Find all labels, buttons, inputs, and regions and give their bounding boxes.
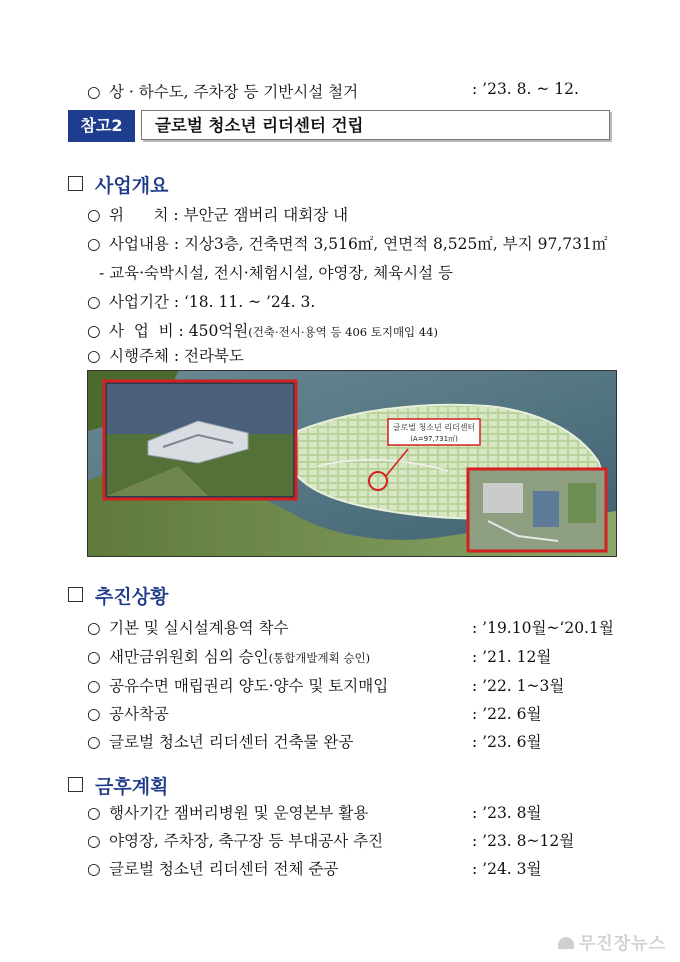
progress-item-date: : ’23. 6월 (472, 733, 542, 751)
watermark-text: 무진장뉴스 (578, 934, 666, 954)
overview-item-content (87, 232, 607, 254)
checkbox-square-icon (68, 587, 83, 602)
item-note: (통합개발계획 승인) (268, 651, 371, 665)
bullet: ○ (87, 235, 101, 253)
progress-item (87, 730, 353, 752)
overview-item-budget (87, 319, 438, 341)
top-item-text: 상 · 하수도, 주차장 등 기반시설 철거 (109, 83, 359, 101)
item-text: 공사착공 (109, 705, 169, 723)
site-map-graphic (88, 371, 616, 556)
bullet: ○ (87, 619, 101, 637)
item-text: 야영장, 주차장, 축구장 등 부대공사 추진 (109, 832, 384, 850)
reference-title: 글로벌 청소년 리더센터 건립 (141, 110, 610, 140)
progress-item-date: : ’22. 1~3월 (472, 677, 565, 695)
bullet: ○ (87, 832, 101, 850)
overview-heading-text: 사업개요 (95, 175, 169, 197)
item-value: 지상3층, 건축면적 3,516㎡, 연면적 8,525㎡, 부지 97,731㎡ (183, 235, 608, 253)
dash-bullet: - (99, 264, 105, 282)
progress-item (87, 645, 370, 667)
plan-item (87, 857, 338, 879)
item-label: 시행주체 : (109, 347, 180, 365)
bullet: ○ (87, 648, 101, 666)
plan-heading (68, 772, 168, 799)
plan-item (87, 801, 368, 823)
item-label: 사 업 비 : (109, 322, 184, 340)
item-label: 사업내용 : (109, 235, 180, 253)
item-value: 전라북도 (183, 347, 244, 365)
item-note: (건축·전시·용역 등 406 토지매입 44) (248, 325, 438, 339)
bullet: ○ (87, 293, 101, 311)
overview-item-facilities (99, 261, 453, 283)
plan-item-date: : ’23. 8월 (472, 804, 542, 822)
item-text: 글로벌 청소년 리더센터 전체 준공 (109, 860, 339, 878)
bullet: ○ (87, 705, 101, 723)
bullet: ○ (87, 347, 101, 365)
progress-item (87, 702, 169, 724)
bullet: ○ (87, 733, 101, 751)
item-value: 부안군 잼버리 대회장 내 (183, 206, 349, 224)
overview-item-executor (87, 344, 244, 366)
site-aerial-photo (87, 370, 617, 557)
overview-item-period (87, 290, 315, 312)
site-plan-parking (533, 491, 559, 527)
overview-heading (68, 171, 168, 198)
plan-item-date: : ’24. 3월 (472, 860, 542, 878)
top-item (87, 80, 358, 102)
checkbox-square-icon (68, 176, 83, 191)
progress-item-date: : ’19.10월~‘20.1월 (472, 619, 614, 637)
item-value: 교육·숙박시설, 전시·체험시설, 야영장, 체육시설 등 (109, 264, 453, 282)
reference-badge: 참고2 (68, 110, 135, 142)
checkbox-square-icon (68, 777, 83, 792)
progress-item-date: : ’21. 12월 (472, 648, 552, 666)
plan-item-date: : ’23. 8~12월 (472, 832, 575, 850)
watermark (558, 929, 666, 954)
overview-item-location (87, 203, 348, 225)
bullet: ○ (87, 83, 101, 101)
callout-title: 글로벌 청소년 리더센터 (392, 423, 476, 432)
item-text: 공유수면 매립권리 양도·양수 및 토지매입 (109, 677, 389, 695)
site-plan-building (483, 483, 523, 513)
item-text: 기본 및 실시설계용역 착수 (109, 619, 289, 637)
progress-heading-text: 추진상황 (95, 586, 169, 608)
item-value: 450억원 (188, 322, 249, 340)
bullet: ○ (87, 322, 101, 340)
site-plan-field (568, 483, 596, 523)
mountain-logo-icon (558, 937, 574, 949)
progress-item (87, 616, 289, 638)
item-value: ‘18. 11. ~ ’24. 3. (183, 293, 316, 311)
callout-area: (A=97,731㎡) (410, 435, 458, 443)
plan-heading-text: 금후계획 (95, 776, 169, 798)
bullet: ○ (87, 804, 101, 822)
progress-item-date: : ’22. 6월 (472, 705, 542, 723)
bullet: ○ (87, 206, 101, 224)
bullet: ○ (87, 677, 101, 695)
item-label: 사업기간 : (109, 293, 180, 311)
progress-item (87, 674, 388, 696)
item-text: 새만금위원회 심의 승인 (109, 648, 269, 666)
top-item-date: : ’23. 8. ~ 12. (472, 80, 579, 98)
reference-header (68, 110, 612, 142)
item-label: 위 치 : (109, 206, 179, 224)
bullet: ○ (87, 860, 101, 878)
item-text: 글로벌 청소년 리더센터 건축물 완공 (109, 733, 354, 751)
item-text: 행사기간 잼버리병원 및 운영본부 활용 (109, 804, 369, 822)
plan-item (87, 829, 383, 851)
progress-heading (68, 582, 168, 609)
